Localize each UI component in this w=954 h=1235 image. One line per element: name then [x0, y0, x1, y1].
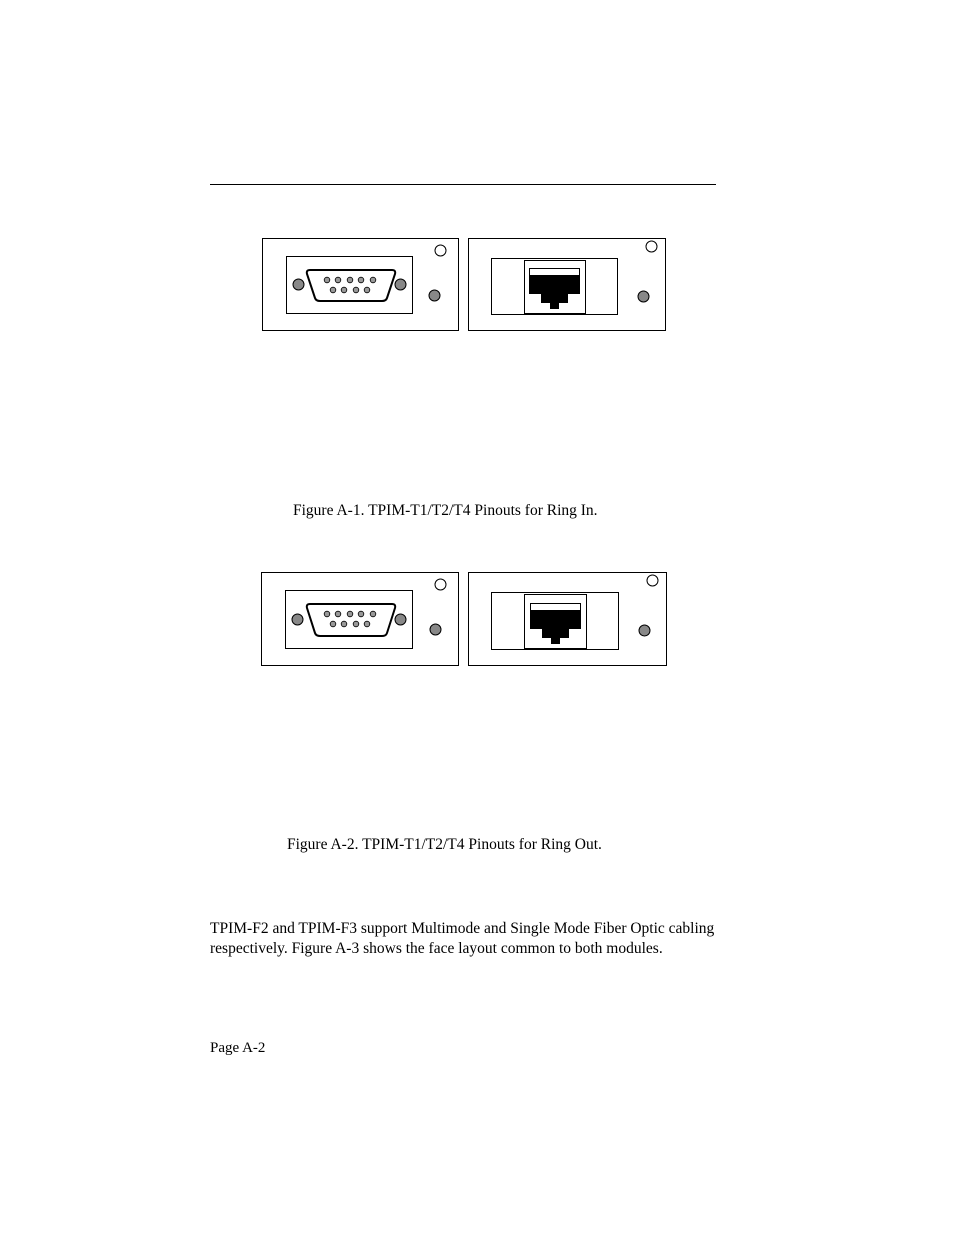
- db9-connector-icon: [307, 604, 395, 636]
- screw-left-icon: [293, 279, 304, 290]
- led-indicator-icon: [639, 625, 650, 636]
- led-indicator-icon: [429, 290, 440, 301]
- rj45-connector-icon: [531, 604, 581, 611]
- screw-left-icon: [292, 614, 303, 625]
- body-paragraph: TPIM-F2 and TPIM-F3 support Multimode and Single Mode Fiber Optic cabling respectively. Figure A-3 shows the face layout common to both modules.: [210, 920, 715, 957]
- figure-a2-caption: Figure A-2. TPIM-T1/T2/T4 Pinouts for Ring Out.: [287, 836, 602, 853]
- led-indicator-icon: [646, 241, 657, 252]
- screw-right-icon: [395, 279, 406, 290]
- figure-a2-panel-rj45: [469, 573, 667, 666]
- figure-a2-panel-db9: [262, 573, 459, 666]
- figure-a1-panel-rj45: [469, 239, 666, 331]
- header-rule: [210, 184, 716, 185]
- led-indicator-icon: [647, 575, 658, 586]
- led-indicator-icon: [638, 291, 649, 302]
- led-indicator-icon: [435, 579, 446, 590]
- screw-right-icon: [395, 614, 406, 625]
- figure-a1-caption: Figure A-1. TPIM-T1/T2/T4 Pinouts for Ring In.: [293, 502, 598, 519]
- page-number: Page A-2: [210, 1040, 266, 1056]
- figure-a1-panel-db9: [263, 239, 459, 331]
- led-indicator-icon: [430, 624, 441, 635]
- rj45-connector-icon: [530, 269, 580, 276]
- led-indicator-icon: [435, 245, 446, 256]
- db9-connector-icon: [307, 270, 395, 301]
